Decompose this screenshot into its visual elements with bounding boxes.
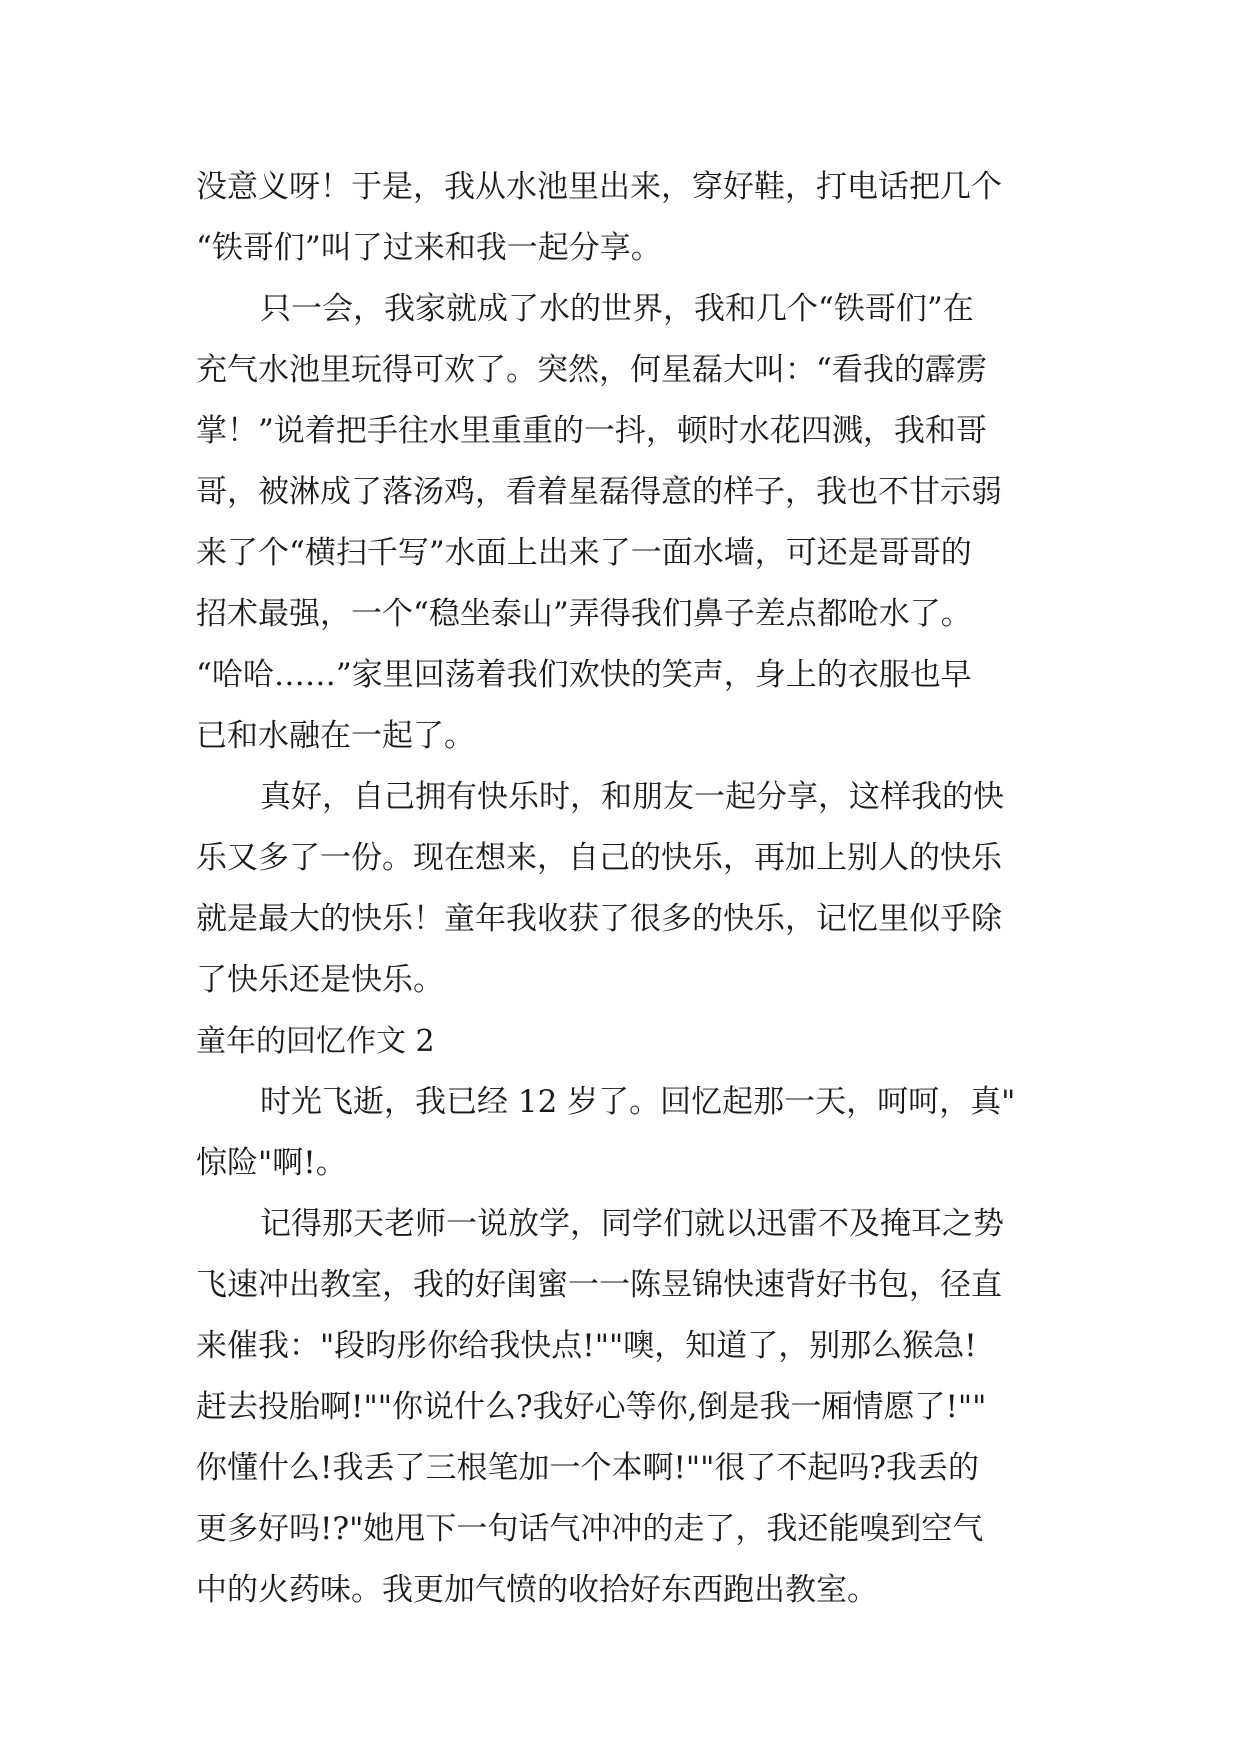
text-line: 已和水融在一起了。 bbox=[196, 718, 475, 754]
text-line: 记得那天老师一说放学，同学们就以迅雷不及掩耳之势 bbox=[260, 1206, 1004, 1242]
text-line: 只一会，我家就成了水的世界，我和几个“铁哥们”在 bbox=[260, 291, 974, 327]
text-line: “铁哥们”叫了过来和我一起分享。 bbox=[196, 230, 662, 266]
text-line: 赶去投胎啊!""你说什么?我好心等你,倒是我一厢情愿了!"" bbox=[196, 1389, 987, 1425]
text-line: 飞速冲出教室，我的好闺蜜一一陈昱锦快速背好书包，径直 bbox=[196, 1267, 1002, 1303]
text-line: 来催我："段昀彤你给我快点!""噢，知道了，别那么猴急! bbox=[196, 1328, 977, 1364]
text-line: 就是最大的快乐！童年我收获了很多的快乐，记忆里似乎除 bbox=[196, 901, 1002, 937]
text-line: 乐又多了一份。现在想来，自己的快乐，再加上别人的快乐 bbox=[196, 840, 1002, 876]
text-line: “哈哈……”家里回荡着我们欢快的笑声，身上的衣服也早 bbox=[196, 657, 972, 693]
text-line: 惊险"啊!。 bbox=[196, 1145, 347, 1181]
text-line: 来了个“横扫千写”水面上出来了一面水墙，可还是哥哥的 bbox=[196, 535, 972, 571]
text-line: 时光飞逝，我已经 12 岁了。回忆起那一天，呵呵，真" bbox=[260, 1084, 1016, 1120]
text-line: 了快乐还是快乐。 bbox=[196, 962, 444, 998]
text-line: 你懂什么!我丢了三根笔加一个本啊!""很了不起吗?我丢的 bbox=[196, 1450, 980, 1486]
text-line: 充气水池里玩得可欢了。突然，何星磊大叫：“看我的霹雳 bbox=[196, 352, 987, 388]
text-line: 哥，被淋成了落汤鸡，看着星磊得意的样子，我也不甘示弱 bbox=[196, 474, 1002, 510]
text-line: 中的火药味。我更加气愤的收拾好东西跑出教室。 bbox=[196, 1572, 878, 1608]
section-heading: 童年的回忆作文 2 bbox=[196, 1024, 435, 1059]
document-body bbox=[196, 157, 1061, 1621]
text-line: 招术最强，一个“稳坐泰山”弄得我们鼻子差点都呛水了。 bbox=[196, 596, 972, 632]
text-line: 没意义呀！于是，我从水池里出来，穿好鞋，打电话把几个 bbox=[196, 169, 1002, 205]
text-line: 更多好吗!?"她甩下一句话气冲冲的走了，我还能嗅到空气 bbox=[196, 1511, 984, 1547]
text-line: 掌！”说着把手往水里重重的一抖，顿时水花四溅，我和哥 bbox=[196, 413, 987, 449]
text-line: 真好，自己拥有快乐时，和朋友一起分享，这样我的快 bbox=[260, 779, 1004, 815]
